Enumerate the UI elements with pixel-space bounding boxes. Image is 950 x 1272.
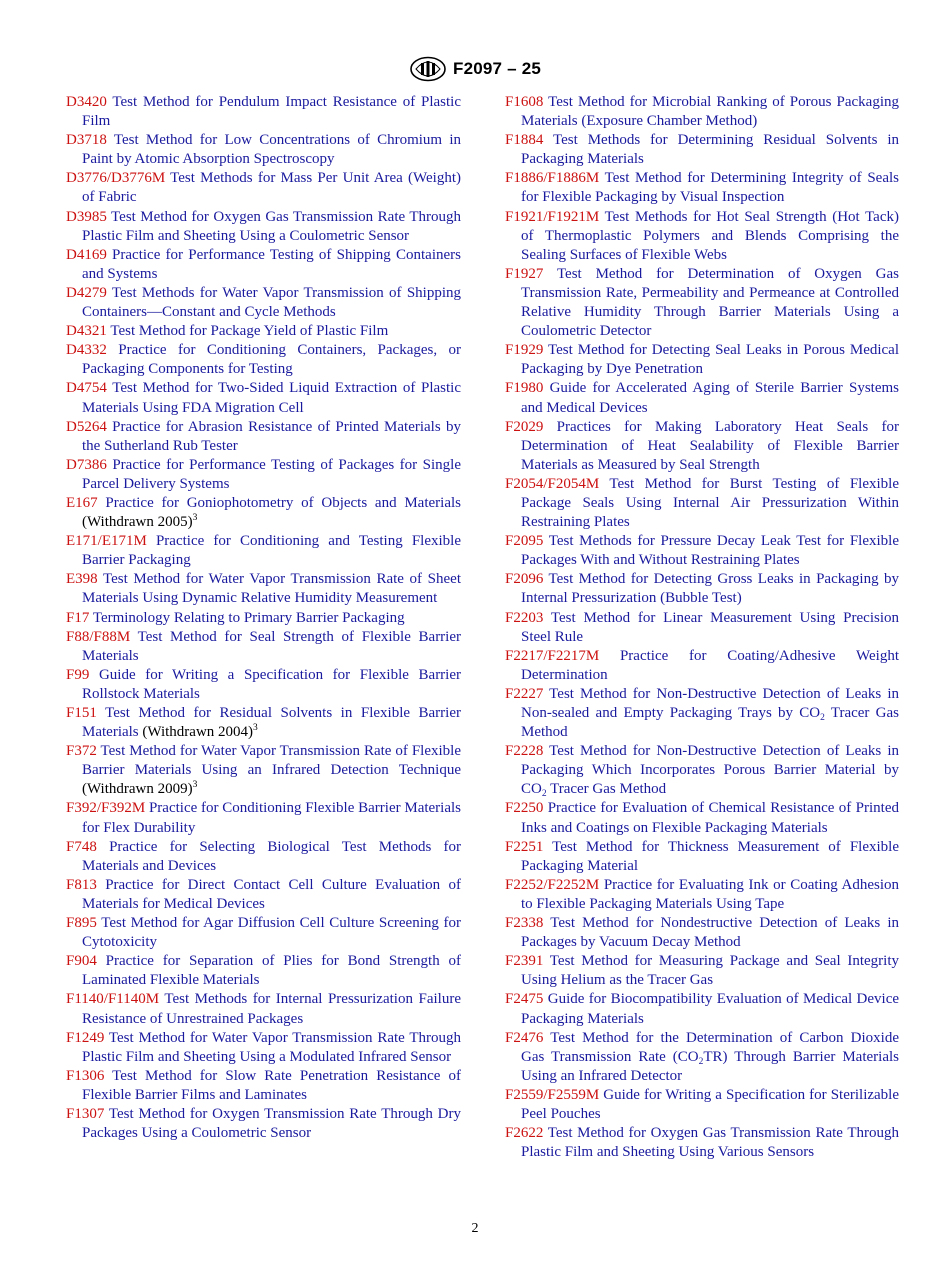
reference-entry (505, 93, 899, 131)
standard-code-link[interactable]: F2476 (505, 1029, 544, 1046)
standard-code-link[interactable]: F1927 (505, 265, 544, 282)
standard-title-link[interactable]: Practice for Conditioning Flexible Barrier Materials for Flex Durability (82, 800, 462, 836)
reference-entry (505, 475, 899, 532)
reference-entry (505, 265, 899, 341)
standard-title-link[interactable]: Practice for Goniophotometry of Objects and Materials (105, 494, 461, 511)
left-reference-column (66, 93, 461, 1143)
standard-code-link[interactable]: F99 (66, 666, 90, 683)
reference-entry (66, 1105, 461, 1143)
standard-code-link[interactable]: F2475 (505, 991, 544, 1008)
reference-entry (66, 704, 461, 742)
footnote-marker: 3 (192, 780, 198, 791)
reference-entry (66, 456, 461, 494)
withdrawn-note: (Withdrawn 2009) (82, 781, 193, 798)
standard-code-link[interactable]: F1929 (505, 342, 544, 359)
standard-code-link[interactable]: F813 (66, 876, 97, 893)
standard-code-link[interactable]: F1980 (505, 380, 544, 397)
standard-code-link[interactable]: F2054/F2054M (505, 475, 600, 492)
standard-title-link[interactable]: Test Method for Oxygen Gas Transmission Rate Through Plastic Film and Sheeting Using a Coulometric Sensor (82, 208, 461, 244)
standard-title-continuation[interactable]: TR) Through Barrier Materials Using an Infrared Detector (521, 1048, 899, 1084)
standard-title-link[interactable]: Test Methods for Mass Per Unit Area (Weight) of Fabric (82, 170, 461, 206)
standard-title-link[interactable]: Test Method for the Determination of Carbon Dioxide Gas Transmission Rate (CO (521, 1029, 900, 1065)
standard-title-link[interactable]: Test Method for Agar Diffusion Cell Culture Screening for Cytotoxicity (82, 915, 461, 951)
standard-code-link[interactable]: D3718 (66, 132, 107, 149)
reference-entry (66, 284, 461, 322)
standard-title-link[interactable]: Test Method for Low Concentrations of Chromium in Paint by Atomic Absorption Spectroscopy (82, 132, 461, 168)
standard-title-link[interactable]: Practice for Coating/Adhesive Weight Determination (521, 647, 899, 683)
standard-title-link[interactable]: Practice for Performance Testing of Packages for Single Parcel Delivery Systems (82, 456, 461, 492)
right-reference-column (505, 93, 899, 1162)
standard-title-link[interactable]: Test Method for Nondestructive Detection of Leaks in Packages by Vacuum Decay Method (521, 915, 900, 951)
reference-entry (505, 914, 899, 952)
standard-code-link[interactable]: F2095 (505, 533, 544, 550)
reference-entry (66, 666, 461, 704)
reference-entry (505, 609, 899, 647)
standard-title-link[interactable]: Practice for Conditioning and Testing Flexible Barrier Packaging (82, 533, 462, 569)
standard-title-link[interactable]: Test Method for Determining Integrity of Seals for Flexible Packaging by Visual Inspection (521, 170, 899, 206)
reference-entry (66, 494, 461, 532)
standard-code-link[interactable]: E171/E171M (66, 533, 147, 550)
standard-code-link[interactable]: F1306 (66, 1067, 105, 1084)
standard-title-link[interactable]: Practice for Performance Testing of Shipping Containers and Systems (82, 246, 461, 282)
standard-code-link[interactable]: F1140/F1140M (66, 991, 160, 1008)
reference-entry (66, 742, 461, 799)
standard-title-continuation[interactable]: Tracer Gas Method (521, 705, 900, 741)
standard-title-link[interactable]: Test Methods for Hot Seal Strength (Hot Tack) of Thermoplastic Polymers and Blends Comprising the Sealing Surfaces of Flexible Webs (521, 208, 899, 263)
standard-code-link[interactable]: F1249 (66, 1029, 105, 1046)
standard-code-link[interactable]: F2338 (505, 915, 544, 932)
reference-entry (66, 609, 461, 628)
reference-entry (66, 169, 461, 207)
standard-code-link[interactable]: F895 (66, 915, 97, 932)
standard-code-link[interactable]: D5264 (66, 418, 107, 435)
reference-entry (66, 838, 461, 876)
reference-entry (66, 799, 461, 837)
standard-title-link[interactable]: Test Methods for Pressure Decay Leak Test for Flexible Packages With and Without Restraining Plates (521, 533, 899, 569)
reference-entry (505, 952, 899, 990)
standard-code-link[interactable]: D3776/D3776M (66, 170, 166, 187)
reference-entry (66, 208, 461, 246)
standard-code-link[interactable]: F1608 (505, 94, 544, 110)
standard-title-link[interactable]: Test Method for Non-Destructive Detection of Leaks in Packaging Which Incorporates Porous Barrier Material by CO (521, 743, 899, 798)
standard-title-link[interactable]: Practice for Evaluation of Chemical Resistance of Printed Inks and Coatings on Flexible Packaging Materials (521, 800, 899, 836)
standard-title-link[interactable]: Test Method for Seal Strength of Flexible Barrier Materials (82, 628, 461, 664)
reference-entry (66, 1029, 461, 1067)
standard-title-link[interactable]: Test Method for Oxygen Gas Transmission Rate Through Plastic Film and Sheeting Using Various Sensors (521, 1125, 899, 1161)
standard-title-link[interactable]: Practice for Separation of Plies for Bond Strength of Laminated Flexible Materials (82, 953, 461, 989)
reference-entry (66, 322, 461, 341)
standard-code-link[interactable]: F1307 (66, 1105, 105, 1122)
standard-title-link[interactable]: Test Method for Measuring Package and Seal Integrity Using Helium as the Tracer Gas (521, 953, 899, 989)
page-number: 2 (471, 1221, 479, 1236)
reference-entry (66, 990, 461, 1028)
reference-entry (505, 838, 899, 876)
standard-code-link[interactable]: E398 (66, 571, 98, 588)
standard-title-link[interactable]: Guide for Biocompatibility Evaluation of Medical Device Packaging Materials (521, 991, 900, 1027)
standard-code-link[interactable]: D4321 (66, 323, 107, 340)
standard-code-link[interactable]: F2391 (505, 953, 544, 970)
reference-entry (66, 952, 461, 990)
standard-code-link[interactable]: F1884 (505, 132, 544, 149)
standard-title-link[interactable]: Practice for Abrasion Resistance of Printed Materials by the Sutherland Rub Tester (82, 418, 461, 454)
reference-entry (66, 418, 461, 456)
standard-title-link[interactable]: Test Method for Residual Solvents in Flexible Barrier Materials (82, 705, 461, 741)
standard-code-link[interactable]: F2227 (505, 685, 544, 702)
reference-entry (505, 990, 899, 1028)
reference-entry (66, 131, 461, 169)
standard-title-link[interactable]: Test Method for Linear Measurement Using Precision Steel Rule (521, 609, 899, 645)
reference-entry (505, 685, 899, 742)
standard-code-link[interactable]: D4169 (66, 246, 107, 263)
standard-code-link[interactable]: F2203 (505, 609, 544, 626)
reference-entry (66, 1067, 461, 1105)
standard-title-link[interactable]: Test Methods for Water Vapor Transmission of Shipping Containers—Constant and Cycle Methods (82, 284, 462, 321)
standard-title-link[interactable]: Test Method for Burst Testing of Flexible Package Seals Using Internal Air Pressurization Within Restraining Plates (521, 475, 899, 531)
standard-title-link[interactable]: Test Method for Water Vapor Transmission Rate Through Plastic Film and Sheeting Using a Modulated Infrared Sensor (82, 1029, 461, 1065)
subscript: 2 (541, 789, 547, 800)
reference-entry (505, 647, 899, 685)
standard-title-link[interactable]: Test Method for Two-Sided Liquid Extraction of Plastic Materials Using FDA Migration Cell (82, 380, 461, 416)
reference-entry (66, 93, 461, 131)
standard-title-link[interactable]: Test Method for Water Vapor Transmission Rate of Sheet Materials Using Dynamic Relative Humidity Measurement (82, 571, 461, 607)
standard-code-link[interactable]: D3985 (66, 208, 107, 225)
standard-code-link[interactable]: F904 (66, 953, 97, 970)
standard-code-link[interactable]: F372 (66, 743, 97, 760)
standard-title-link[interactable]: Test Method for Oxygen Transmission Rate Through Dry Packages Using a Coulometric Sensor (82, 1105, 461, 1142)
standard-title-link[interactable]: Test Methods for Internal Pressurization Failure Resistance of Unrestrained Packages (82, 991, 461, 1027)
standard-code-link[interactable]: F1921/F1921M (505, 208, 600, 225)
standard-code-link[interactable]: F2228 (505, 743, 544, 760)
standard-title-link[interactable]: Practice for Conditioning Containers, Packages, or Packaging Components for Testing (82, 342, 462, 378)
reference-entry (505, 1029, 899, 1086)
standard-title-link[interactable]: Guide for Writing a Specification for Flexible Barrier Rollstock Materials (82, 666, 462, 702)
standard-code-link[interactable]: F2622 (505, 1125, 544, 1142)
standard-title-link[interactable]: Test Method for Pendulum Impact Resistance of Plastic Film (82, 94, 461, 130)
reference-entry (66, 628, 461, 666)
standard-title-link[interactable]: Test Method for Slow Rate Penetration Resistance of Flexible Barrier Films and Laminates (82, 1067, 462, 1103)
reference-entry (505, 1086, 899, 1124)
astm-logo-icon (409, 56, 447, 82)
standard-title-link[interactable]: Test Method for Non-Destructive Detection of Leaks in Non-sealed and Empty Packaging Trays by CO (521, 685, 899, 721)
reference-entry (505, 131, 899, 169)
reference-entry (66, 246, 461, 284)
reference-entry (66, 876, 461, 914)
standard-title-link[interactable]: Test Method for Water Vapor Transmission Rate of Flexible Barrier Materials Using an Infrared Detection Technique (82, 743, 461, 779)
standard-code-link[interactable]: D4754 (66, 380, 107, 397)
standard-title-link[interactable]: Test Method for Determination of Oxygen Gas Transmission Rate, Permeability and Permeance at Controlled Relative Humidity Through Barrier Materials Using a Coulometric Detector (521, 265, 899, 340)
standard-code-link[interactable]: F2250 (505, 800, 544, 817)
standard-code-link[interactable]: F392/F392M (66, 800, 146, 817)
standard-code-link[interactable]: D3420 (66, 94, 107, 110)
withdrawn-note: (Withdrawn 2005) (82, 514, 193, 531)
reference-entry (505, 532, 899, 570)
standard-code-link[interactable]: F2559/F2559M (505, 1086, 600, 1103)
standard-title-link[interactable]: Terminology Relating to Primary Barrier Packaging (92, 609, 405, 626)
standard-title-link[interactable]: Practice for Direct Contact Cell Culture Evaluation of Materials for Medical Devices (82, 876, 461, 912)
standard-code-link[interactable]: D7386 (66, 456, 107, 473)
reference-entry (505, 418, 899, 475)
reference-entry (66, 570, 461, 608)
standard-title-link[interactable]: Practice for Evaluating Ink or Coating Adhesion to Flexible Packaging Materials Using Tape (521, 876, 899, 912)
standard-code-link[interactable]: F2217/F2217M (505, 647, 600, 664)
reference-entry (505, 876, 899, 914)
standard-code-link[interactable]: F151 (66, 705, 97, 721)
standard-title-link[interactable]: Test Method for Detecting Gross Leaks in Packaging by Internal Pressurization (Bubble Test) (521, 571, 899, 607)
reference-entry (505, 1124, 899, 1162)
standard-title-link[interactable]: Test Method for Package Yield of Plastic Film (110, 323, 389, 340)
standard-code-link[interactable]: F2096 (505, 571, 544, 588)
standard-title-link[interactable]: Practices for Making Laboratory Heat Seals for Determination of Heat Sealability of Flexible Barrier Materials as Measured by Seal Strength (521, 418, 899, 473)
reference-entry (505, 208, 899, 265)
standard-code-link[interactable]: F748 (66, 838, 97, 855)
standard-title-link[interactable]: Guide for Writing a Specification for Sterilizable Peel Pouches (521, 1086, 900, 1122)
reference-entry (505, 570, 899, 608)
standard-title-link[interactable]: Test Methods for Determining Residual Solvents in Packaging Materials (521, 132, 900, 168)
standard-code-link[interactable]: F88/F88M (66, 628, 131, 645)
standard-code-link[interactable]: F17 (66, 609, 90, 626)
reference-entry (505, 341, 899, 379)
standard-title-continuation[interactable]: Tracer Gas Method (546, 781, 667, 798)
standard-code-link[interactable]: D4279 (66, 284, 107, 301)
reference-entry (505, 169, 899, 207)
standard-title-link[interactable]: Practice for Selecting Biological Test Methods for Materials and Devices (82, 838, 462, 874)
footnote-marker: 3 (253, 723, 258, 734)
page-header (0, 56, 950, 82)
standard-code-link[interactable]: F2029 (505, 418, 544, 435)
footnote-marker: 3 (192, 513, 198, 524)
reference-entry (505, 742, 899, 799)
reference-entry (505, 379, 899, 417)
standard-code-link[interactable]: F1886/F1886M (505, 170, 600, 187)
standard-code-link[interactable]: E167 (66, 494, 98, 511)
subscript: 2 (820, 713, 825, 723)
standard-code-link[interactable]: F2251 (505, 838, 544, 855)
standard-title-link[interactable]: Test Method for Microbial Ranking of Porous Packaging Materials (Exposure Chamber Method) (521, 94, 899, 130)
standard-code-link[interactable]: D4332 (66, 342, 107, 359)
reference-entry (66, 341, 461, 379)
withdrawn-note: (Withdrawn 2004) (142, 724, 254, 741)
standard-title-link[interactable]: Test Method for Detecting Seal Leaks in Porous Medical Packaging by Dye Penetration (521, 342, 899, 378)
standard-title-link[interactable]: Test Method for Thickness Measurement of Flexible Packaging Material (521, 838, 899, 874)
document-id: F2097 – 25 (452, 59, 541, 78)
standard-title-link[interactable]: Guide for Accelerated Aging of Sterile Barrier Systems and Medical Devices (521, 380, 899, 416)
reference-entry (66, 379, 461, 417)
reference-entry (66, 914, 461, 952)
standard-code-link[interactable]: F2252/F2252M (505, 876, 600, 893)
reference-entry (66, 532, 461, 570)
subscript: 2 (698, 1056, 704, 1067)
reference-entry (505, 799, 899, 837)
